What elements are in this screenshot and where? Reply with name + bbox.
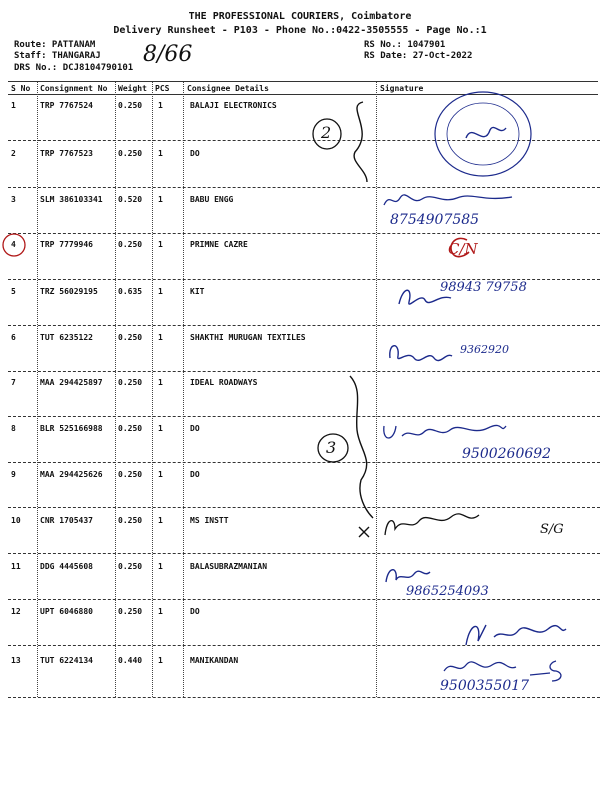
company-title: THE PROFESSIONAL COURIERS, Coimbatore — [188, 11, 412, 22]
staff-label: Staff: THANGARAJ — [14, 51, 101, 61]
row-weight: 0.250 — [118, 240, 143, 249]
red-circle-mark — [0, 230, 30, 260]
phone-row6: 9362920 — [460, 343, 509, 356]
row-weight: 0.250 — [118, 149, 143, 158]
row-pcs: 1 — [158, 656, 163, 665]
row-consignee: DO — [190, 470, 200, 479]
row-pcs: 1 — [158, 101, 163, 110]
row-sno: 11 — [11, 562, 21, 571]
col-sno: S No — [11, 84, 31, 93]
row-consignment: CNR 1705437 — [40, 516, 93, 525]
row-pcs: 1 — [158, 424, 163, 433]
row-consignee: DO — [190, 607, 200, 616]
row-divider — [8, 371, 600, 372]
row-pcs: 1 — [158, 195, 163, 204]
row-pcs: 1 — [158, 516, 163, 525]
row-weight: 0.250 — [118, 424, 143, 433]
group-mark-2: 2 — [321, 123, 332, 142]
row-divider — [8, 697, 600, 698]
row-divider — [8, 599, 600, 600]
phone-row3: 8754907585 — [390, 212, 480, 228]
row-consignment: TRP 7767524 — [40, 101, 93, 110]
row-consignment: TRP 7767523 — [40, 149, 93, 158]
row-divider — [8, 507, 600, 508]
row-sno: 2 — [11, 149, 16, 158]
group-mark-3: 3 — [326, 438, 337, 457]
row-consignment: TRZ 56029195 — [40, 287, 98, 296]
row-pcs: 1 — [158, 378, 163, 387]
rs-number: RS No.: 1047901 — [364, 40, 446, 50]
mark-row4: C/N — [448, 240, 478, 258]
row-weight: 0.250 — [118, 378, 143, 387]
row-consignment: SLM 386103341 — [40, 195, 103, 204]
row-pcs: 1 — [158, 240, 163, 249]
row-sno: 12 — [11, 607, 21, 616]
row-pcs: 1 — [158, 470, 163, 479]
row-divider — [8, 325, 600, 326]
row-consignee: SHAKTHI MURUGAN TEXTILES — [190, 333, 306, 342]
row-consignee: BALAJI ELECTRONICS — [190, 101, 277, 110]
col-sep — [183, 82, 184, 697]
row-weight: 0.250 — [118, 470, 143, 479]
row-consignment: TUT 6224134 — [40, 656, 93, 665]
signature-row6 — [384, 338, 454, 366]
row-consignment: MAA 294425897 — [40, 378, 103, 387]
row-weight: 0.250 — [118, 333, 143, 342]
header-top-rule — [8, 81, 598, 82]
row-consignment: TUT 6235122 — [40, 333, 93, 342]
col-consignee: Consignee Details — [187, 84, 269, 93]
row-weight: 0.440 — [118, 656, 143, 665]
row-sno: 3 — [11, 195, 16, 204]
row-pcs: 1 — [158, 562, 163, 571]
row-sno: 13 — [11, 656, 21, 665]
col-sep — [37, 82, 38, 697]
row-divider — [8, 233, 600, 234]
col-consignment: Consignment No — [40, 84, 108, 93]
company-stamp — [428, 86, 538, 181]
row-sno: 1 — [11, 101, 16, 110]
row-consignment: UPT 6046880 — [40, 607, 93, 616]
row-sno: 8 — [11, 424, 16, 433]
phone-row8: 9500260692 — [462, 446, 552, 462]
col-sep — [152, 82, 153, 697]
row-consignee: PRIMNE CAZRE — [190, 240, 248, 249]
col-signature: Signature — [380, 84, 424, 93]
signature-row8 — [380, 420, 510, 444]
phone-row5: 98943 79758 — [440, 280, 527, 295]
row-consignment: DDG 4445608 — [40, 562, 93, 571]
row-consignee: MANIKANDAN — [190, 656, 239, 665]
row-weight: 0.250 — [118, 516, 143, 525]
row-divider — [8, 187, 600, 188]
row-weight: 0.250 — [118, 562, 143, 571]
row-consignee: MS INSTT — [190, 516, 229, 525]
group-brace-mark — [305, 90, 375, 190]
row-consignment: MAA 294425626 — [40, 470, 103, 479]
rs-date: RS Date: 27-Oct-2022 — [364, 51, 473, 61]
row-consignee: DO — [190, 149, 200, 158]
row-consignee: DO — [190, 424, 200, 433]
mark-row10: S/G — [540, 522, 564, 537]
row-sno: 5 — [11, 287, 16, 296]
signature-row12 — [460, 615, 570, 649]
row-divider — [8, 416, 600, 417]
runsheet-subtitle: Delivery Runsheet - P103 - Phone No.:0422-3505555 - Page No.:1 — [113, 25, 487, 36]
row-sno: 6 — [11, 333, 16, 342]
col-sep — [115, 82, 116, 697]
row-pcs: 1 — [158, 149, 163, 158]
col-pcs: PCS — [155, 84, 170, 93]
row-pcs: 1 — [158, 287, 163, 296]
phone-row11: 9865254093 — [406, 584, 489, 599]
row-consignee: BABU ENGG — [190, 195, 234, 204]
row-pcs: 1 — [158, 333, 163, 342]
row-divider — [8, 553, 600, 554]
row-weight: 0.250 — [118, 101, 143, 110]
signature-row3 — [382, 190, 522, 210]
col-weight: Weight — [118, 84, 147, 93]
signature-row10 — [355, 505, 485, 545]
row-sno: 4 — [11, 240, 16, 249]
row-divider — [8, 462, 600, 463]
page-count-handwritten: 8/66 — [143, 42, 193, 67]
row-consignment: TRP 7779946 — [40, 240, 93, 249]
row-pcs: 1 — [158, 607, 163, 616]
row-sno: 7 — [11, 378, 16, 387]
row-sno: 10 — [11, 516, 21, 525]
row-sno: 9 — [11, 470, 16, 479]
row-consignee: KIT — [190, 287, 205, 296]
row-weight: 0.635 — [118, 287, 143, 296]
row-weight: 0.250 — [118, 607, 143, 616]
drs-number: DRS No.: DCJ8104790101 — [14, 63, 134, 73]
row-weight: 0.520 — [118, 195, 143, 204]
row-consignment: BLR 525166988 — [40, 424, 103, 433]
row-consignee: IDEAL ROADWAYS — [190, 378, 258, 387]
route-label: Route: PATTANAM — [14, 40, 96, 50]
phone-row13: 9500355017 — [440, 678, 530, 694]
row-consignee: BALASUBRAZMANIAN — [190, 562, 268, 571]
